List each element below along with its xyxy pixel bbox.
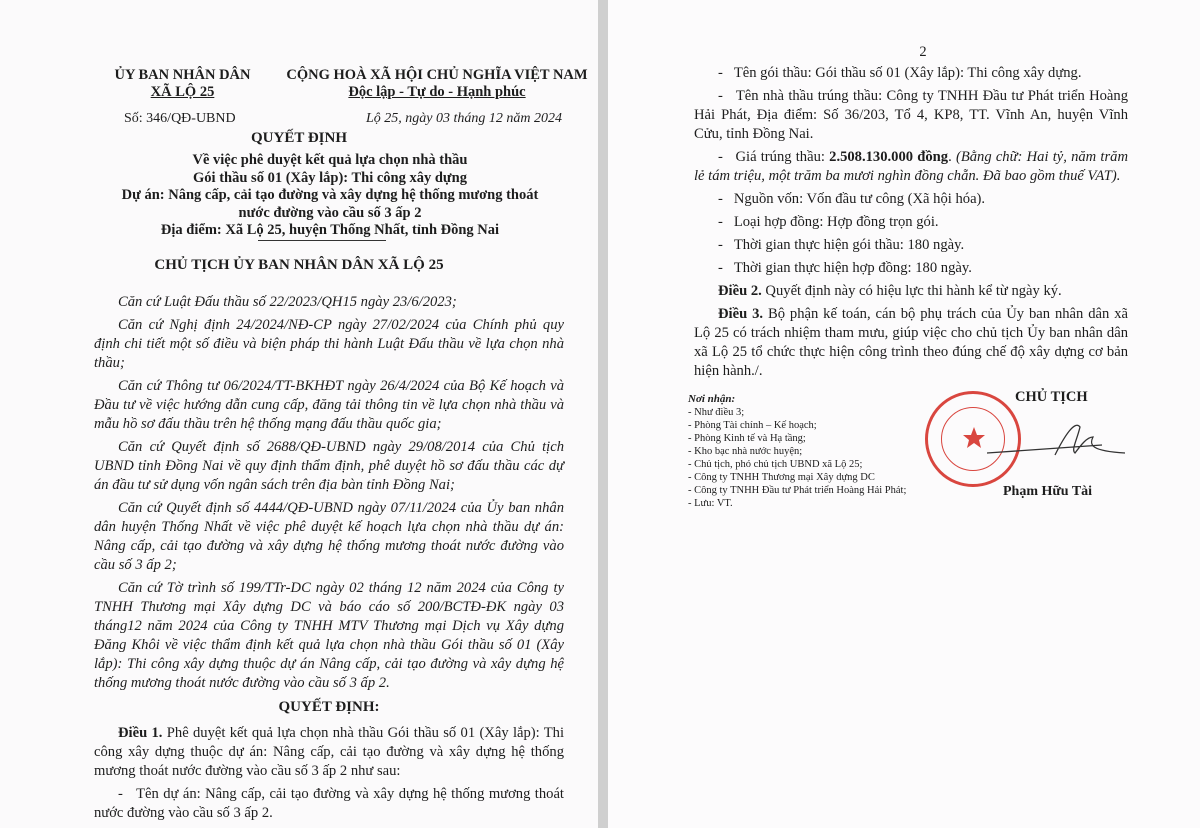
legal-basis: Căn cứ Tờ trình số 199/TTr-DC ngày 02 tháng 12 năm 2024 của Công ty TNHH Thương mại Xây dựng DC và báo cáo số 200/BCTĐ-ĐK ngày 03 tháng12 năm 2024 của Công ty TNHH MTV Thương mại Dịch vụ Xây dựng Đăng Khôi về việc thẩm định kết quả lựa chọn nhà thầu Gói thầu số 01 (Xây lắp): Thi công xây dựng thuộc dự án Nâng cấp, cải tạo đường và xây dựng hệ thống mương thoát nước đường vào cầu số 3 ấp 2.	[94, 580, 564, 691]
winning-price: - Giá trúng thầu: 2.508.130.000 đồng. (Bằng chữ: Hai tỷ, năm trăm lẻ tám triệu, một trăm ba mươi nghìn đồng chẵn. Đã bao gồm thuế VAT).	[694, 149, 1128, 184]
package-duration: - Thời gian thực hiện gói thầu: 180 ngày.	[718, 237, 965, 253]
article-1	[94, 724, 564, 823]
article-label: Điều 3.	[718, 306, 764, 322]
recipient: - Chủ tịch, phó chủ tịch UBND xã Lộ 25;	[688, 459, 863, 470]
legal-basis: Căn cứ Quyết định số 4444/QĐ-UBND ngày 07/11/2024 của Ủy ban nhân dân huyện Thống Nhất về việc phê duyệt kế hoạch lựa chọn nhà thầu dự án: Nâng cấp, cải tạo đường và xây dựng hệ thống mương thoát nước đường vào cầu số 3 ấp 2;	[94, 500, 564, 573]
legal-basis: Căn cứ Luật Đấu thầu số 22/2023/QH15 ngày 23/6/2023;	[118, 294, 457, 310]
package-duration-text: Thời gian thực hiện gói thầu: 180 ngày.	[733, 237, 965, 253]
agency-line: ỦY BAN NHÂN DÂN	[114, 67, 251, 83]
nation-name: CỘNG HOÀ XÃ HỘI CHỦ NGHĨA VIỆT NAM	[286, 67, 588, 83]
subtitle-line: Gói thầu số 01 (Xây lắp): Thi công xây dựng	[193, 169, 467, 186]
article-2	[694, 282, 1128, 301]
subtitle-line: Dự án: Nâng cấp, cải tạo đường và xây dựng hệ thống mương thoát	[121, 187, 539, 203]
divider	[258, 240, 386, 241]
decision-heading: QUYẾT ĐỊNH:	[278, 699, 380, 715]
legal-basis: Căn cứ Thông tư 06/2024/TT-BKHĐT ngày 26/4/2024 của Bộ Kế hoạch và Đầu tư về việc hướng dẫn cung cấp, đăng tải thông tin về lựa chọn nhà thầu và mẫu hồ sơ đấu thầu trên hệ thống mạng đấu thầu quốc gia;	[94, 378, 564, 432]
document-page-2	[608, 0, 1200, 828]
contract-duration: - Thời gian thực hiện hợp đồng: 180 ngày.	[718, 260, 972, 276]
signer-name: Phạm Hữu Tài	[1003, 484, 1093, 499]
page-1-body	[94, 293, 564, 827]
contract-type: - Loại hợp đồng: Hợp đồng trọn gói.	[718, 214, 939, 230]
recipient: - Công ty TNHH Thương mại Xây dựng DC	[688, 472, 875, 483]
funding-text: Nguồn vốn: Vốn đầu tư công (Xã hội hóa).	[733, 191, 986, 207]
project-name: - Tên dự án: Nâng cấp, cải tạo đường và xây dựng hệ thống mương thoát nước đường vào cầu số 3 ấp 2.	[94, 786, 564, 821]
recipient: - Lưu: VT.	[688, 498, 733, 509]
package-name-text: Tên gói thầu: Gói thầu số 01 (Xây lắp): Thi công xây dựng.	[733, 65, 1082, 81]
issuing-agency	[100, 67, 265, 101]
subtitle-line: Về việc phê duyệt kết quả lựa chọn nhà thầu	[192, 152, 468, 168]
legal-bases	[94, 293, 564, 693]
contractor-text: Tên nhà thầu trúng thầu: Công ty TNHH Đầu tư Phát triển Hoàng Hải Phát, Địa điểm: Số 36/203, Tổ 4, KP8, TT. Vĩnh An, huyện Vĩnh Cửu, tỉnh Đồng Nai.	[694, 88, 1128, 142]
signer-title: CHỦ TỊCH	[1015, 389, 1088, 405]
winning-contractor: - Tên nhà thầu trúng thầu: Công ty TNHH Đầu tư Phát triển Hoàng Hải Phát, Địa điểm: Số 36/203, Tổ 4, KP8, TT. Vĩnh An, huyện Vĩnh Cửu, tỉnh Đồng Nai.	[694, 88, 1128, 142]
price-label: Giá trúng thầu:	[735, 149, 830, 165]
page-2-body	[688, 64, 1128, 510]
signature-block	[925, 389, 1125, 501]
price-words: (Bằng chữ: Hai tỷ, năm trăm lẻ tám triệu, một trăm ba mươi nghìn đồng chẵn. Đã bao gồm thuế VAT).	[694, 149, 1128, 184]
national-header	[282, 67, 592, 101]
agency-commune: XÃ LỘ 25	[150, 84, 215, 100]
contract-details	[688, 64, 1128, 381]
contract-type-text: Loại hợp đồng: Hợp đồng trọn gói.	[733, 214, 939, 230]
article-text: Quyết định này có hiệu lực thi hành kể từ ngày ký.	[761, 283, 1062, 299]
star-emblem-icon	[962, 426, 986, 450]
subtitle-line: nước đường vào cầu số 3 ấp 2	[238, 204, 422, 221]
recipients-heading: Nơi nhận:	[688, 393, 736, 405]
recipients-list	[688, 389, 925, 510]
project-name-text: Tên dự án: Nâng cấp, cải tạo đường và xây dựng hệ thống mương thoát nước đường vào cầu số 3 ấp 2.	[94, 786, 564, 821]
price-value: 2.508.130.000 đồng	[829, 149, 949, 165]
signature-row	[688, 389, 1128, 510]
document-subtitle	[75, 152, 585, 240]
subtitle-line: Địa điểm: Xã Lộ 25, huyện Thống Nhất, tỉnh Đồng Nai	[160, 222, 500, 238]
article-text: Phê duyệt kết quả lựa chọn nhà thầu Gói thầu số 01 (Xây lắp): Thi công xây dựng thuộc dự án: Nâng cấp, cải tạo đường và xây dựng hệ thống mương thoát nước đường vào cầu số 3 ấp 2 như sau:	[94, 725, 565, 779]
issuing-authority: CHỦ TỊCH ỦY BAN NHÂN DÂN XÃ LỘ 25	[154, 257, 444, 273]
legal-basis: Căn cứ Nghị định 24/2024/NĐ-CP ngày 27/02/2024 của Chính phủ quy định chi tiết một số điều và biện pháp thi hành Luật Đấu thầu về lựa chọn nhà thầu;	[94, 317, 564, 371]
recipient: - Công ty TNHH Đầu tư Phát triển Hoàng Hải Phát;	[688, 485, 907, 496]
recipient: - Phòng Tài chính – Kế hoạch;	[688, 420, 817, 431]
recipient: - Phòng Kinh tế và Hạ tầng;	[688, 433, 806, 444]
recipient: - Kho bạc nhà nước huyện;	[688, 446, 803, 457]
article-label: Điều 1.	[118, 725, 163, 741]
article-text: Bộ phận kế toán, cán bộ phụ trách của Ủy ban nhân dân xã Lộ 25 có trách nhiệm tham mưu, giúp việc cho chủ tịch Ủy ban nhân dân xã Lộ 25 tổ chức thực hiện công trình theo đúng chế độ xây dựng cơ bản hiện hành./.	[694, 306, 1128, 379]
page-number: 2	[919, 44, 927, 60]
funding-source: - Nguồn vốn: Vốn đầu tư công (Xã hội hóa).	[718, 191, 986, 207]
contract-duration-text: Thời gian thực hiện hợp đồng: 180 ngày.	[733, 260, 972, 276]
place-date: Lộ 25, ngày 03 tháng 12 năm 2024	[366, 111, 562, 126]
legal-basis: Căn cứ Quyết định số 2688/QĐ-UBND ngày 29/08/2014 của Chủ tịch UBND tỉnh Đồng Nai về quy định thẩm định, phê duyệt hồ sơ đấu thầu các dự án đầu tư sử dụng vốn ngân sách trên địa bàn tỉnh Đồng Nai;	[94, 439, 564, 493]
nation-motto: Độc lập - Tự do - Hạnh phúc	[348, 84, 526, 100]
document-title: QUYẾT ĐỊNH	[251, 130, 347, 146]
article-label: Điều 2.	[718, 283, 762, 299]
document-page-1	[0, 0, 598, 828]
package-name: - Tên gói thầu: Gói thầu số 01 (Xây lắp): Thi công xây dựng.	[718, 65, 1082, 81]
signature-icon	[987, 415, 1127, 465]
document-number: Số: 346/QĐ-UBND	[124, 111, 236, 126]
recipient: - Như điều 3;	[688, 407, 745, 418]
article-3	[694, 305, 1128, 381]
